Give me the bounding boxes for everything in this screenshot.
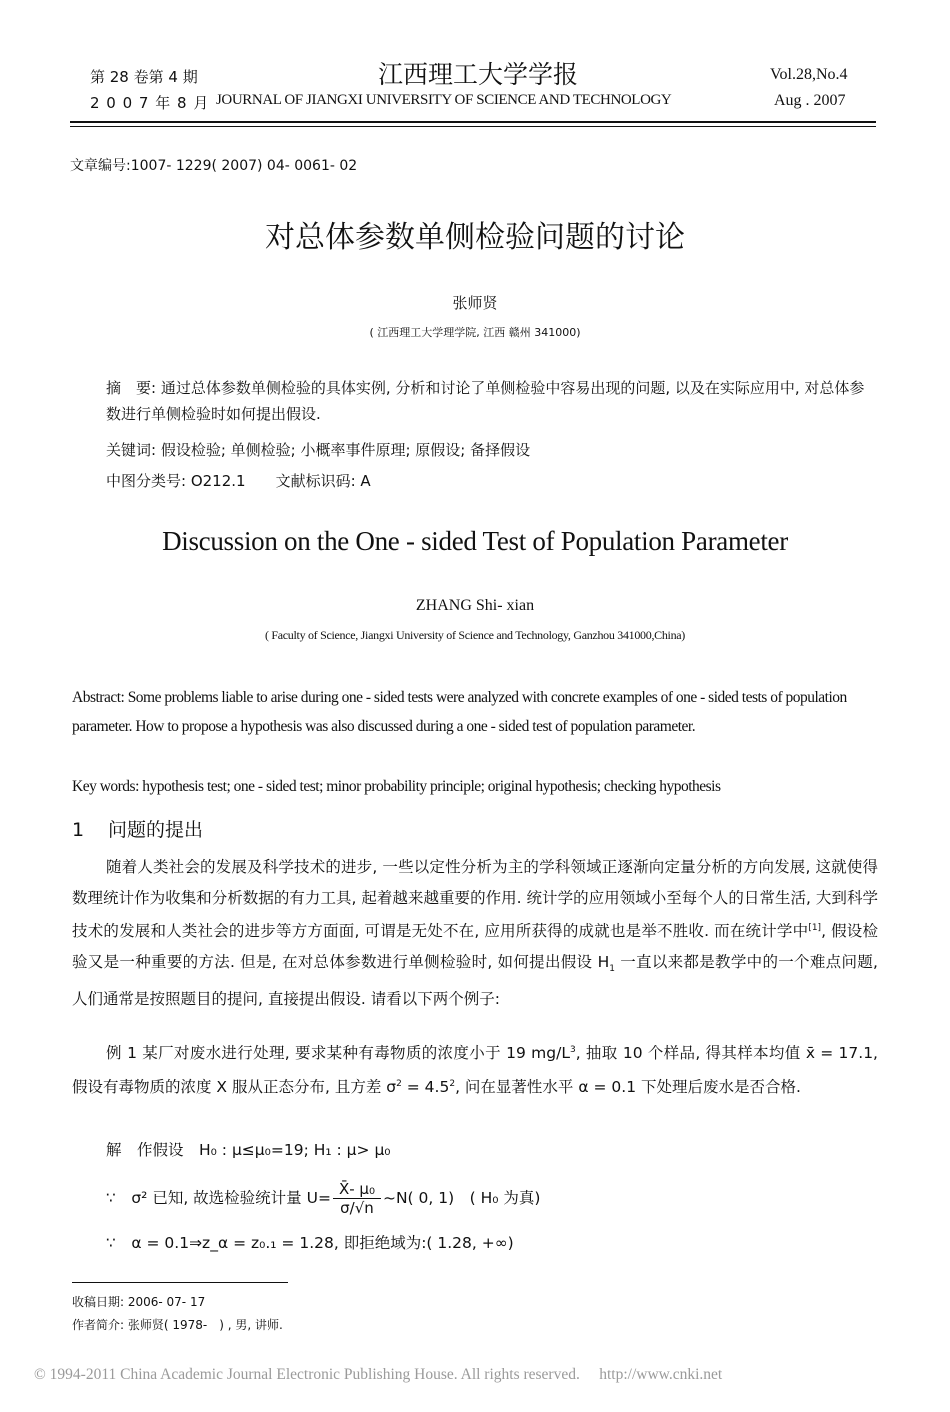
abstract-cn: 摘 要: 通过总体参数单侧检验的具体实例, 分析和讨论了单侧检验中容易出现的问题, 以及在实际应用中, 对总体参数进行单侧检验时如何提出假设.: [106, 379, 865, 423]
affiliation-en: ( Faculty of Science, Jiangxi University of Science and Technology, Ganzhou 341000,China): [264, 628, 686, 642]
para2-text-c: = 4.5: [401, 1077, 450, 1096]
publication-date: 2 0 0 7 年 8 月: [90, 94, 210, 112]
journal-title-cn: 江西理工大学学报: [378, 60, 579, 89]
statistic-prefix: ∵ σ² 已知, 故选检验统计量 U=: [106, 1189, 331, 1207]
section-title: 问题的提出: [108, 819, 204, 841]
para2-text-b: , 抽取 10 个样品, 得其样本均值 x̄ = 17.1, 假设有毒物质的浓度 X 服从正态分布, 且方差 σ: [72, 1044, 878, 1096]
footnote-rule: [72, 1282, 288, 1283]
body-paragraph-1: [72, 852, 878, 1015]
header-rule-thick: [70, 121, 876, 123]
volume-issue: 第 28 卷第 4 期: [90, 68, 198, 86]
keywords-en: Key words: hypothesis test; one - sided test; minor probability principle; original hypothesis; checking hypothesis: [72, 778, 721, 795]
copyright-notice: © 1994-2011 China Academic Journal Electronic Publishing House. All rights reserved. http://www.cnki.net: [34, 1366, 723, 1383]
para2-text-d: , 问在显著性水平 α = 0.1 下处理后废水是否合格.: [455, 1077, 801, 1096]
body-paragraph-2: [72, 1035, 878, 1102]
para2-text-a: 例 1 某厂对废水进行处理, 要求某种有毒物质的浓度小于 19 mg/L: [106, 1044, 570, 1063]
fraction-numerator: X̄- μ₀: [333, 1180, 381, 1199]
para1-text-a: 随着人类社会的发展及科学技术的进步, 一些以定性分析为主的学科领域正逐渐向定量分析的方向发展, 这就使得数理统计作为收集和分析数据的有力工具, 起着越来越重要的作用. 统计学的应用领域小至每个人的日常生活, 大到科学技术的发展和人类社会的进步等方方面面, 可谓是无处不在, 应用所获得的成就也是举不胜收. 而在统计学中: [72, 858, 878, 941]
statistic-suffix: ~N( 0, 1) ( H₀ 为真): [382, 1189, 541, 1207]
author-en: ZHANG Shi- xian: [415, 597, 535, 614]
section-heading: [72, 815, 203, 842]
header-rule-thin: [70, 126, 876, 127]
section-number: 1: [72, 819, 85, 841]
journal-title-en: JOURNAL OF JIANGXI UNIVERSITY OF SCIENCE AND TECHNOLOGY: [216, 92, 672, 108]
solution-hypothesis: 解 作假设 H₀ : μ≤μ₀=19; H₁ : μ> μ₀: [106, 1141, 391, 1159]
para2-sup-b: 2: [396, 1078, 402, 1089]
author-cn: 张师贤: [452, 294, 498, 312]
affiliation-cn: ( 江西理工大学理学院, 江西 赣州 341000): [369, 326, 581, 339]
rejection-region-line: ∵ α = 0.1⇒z_α = z₀.₁ = 1.28, 即拒绝域为:( 1.28, +∞): [106, 1234, 514, 1252]
received-date: 收稿日期: 2006- 07- 17: [72, 1295, 206, 1309]
abstract-en: Abstract: Some problems liable to arise during one - sided tests were analyzed with concrete examples of one - sided tests of population parameter. How to propose a hypothesis was also discussed during a one - sided test of population parameter.: [72, 689, 847, 735]
test-statistic-line: [106, 1180, 540, 1217]
para1-text-c: 一直以来都是教学中的一个难点问题, 人们通常是按照题目的提问, 直接提出假设. 请看以下两个例子:: [72, 952, 878, 1009]
volume-number-en: Vol.28,No.4: [770, 66, 848, 83]
article-number: 文章编号:1007- 1229( 2007) 04- 0061- 02: [70, 158, 358, 174]
para2-sup-a: 3: [569, 1045, 576, 1055]
author-bio: 作者简介: 张师贤( 1978- ) , 男, 讲师.: [72, 1318, 283, 1332]
citation-ref: [1]: [808, 923, 822, 933]
fraction-denominator: σ/√n: [340, 1199, 374, 1217]
keywords-cn: 关键词: 假设检验; 单侧检验; 小概率事件原理; 原假设; 备择假设: [106, 441, 531, 459]
classification-cn: 中图分类号: O212.1 文献标识码: A: [106, 472, 371, 490]
date-en: Aug . 2007: [774, 92, 846, 109]
paper-title-cn: 对总体参数单侧检验问题的讨论: [265, 220, 685, 255]
para1-text-b: , 假设检验又是一种重要的方法. 但是, 在对总体参数进行单侧检验时, 如何提出假设 H: [72, 922, 878, 971]
para1-subscript: 1: [609, 963, 615, 974]
statistic-fraction: [333, 1180, 381, 1217]
para2-sup-c: 2: [449, 1078, 456, 1089]
paper-title-en: Discussion on the One - sided Test of Population Parameter: [162, 526, 788, 556]
